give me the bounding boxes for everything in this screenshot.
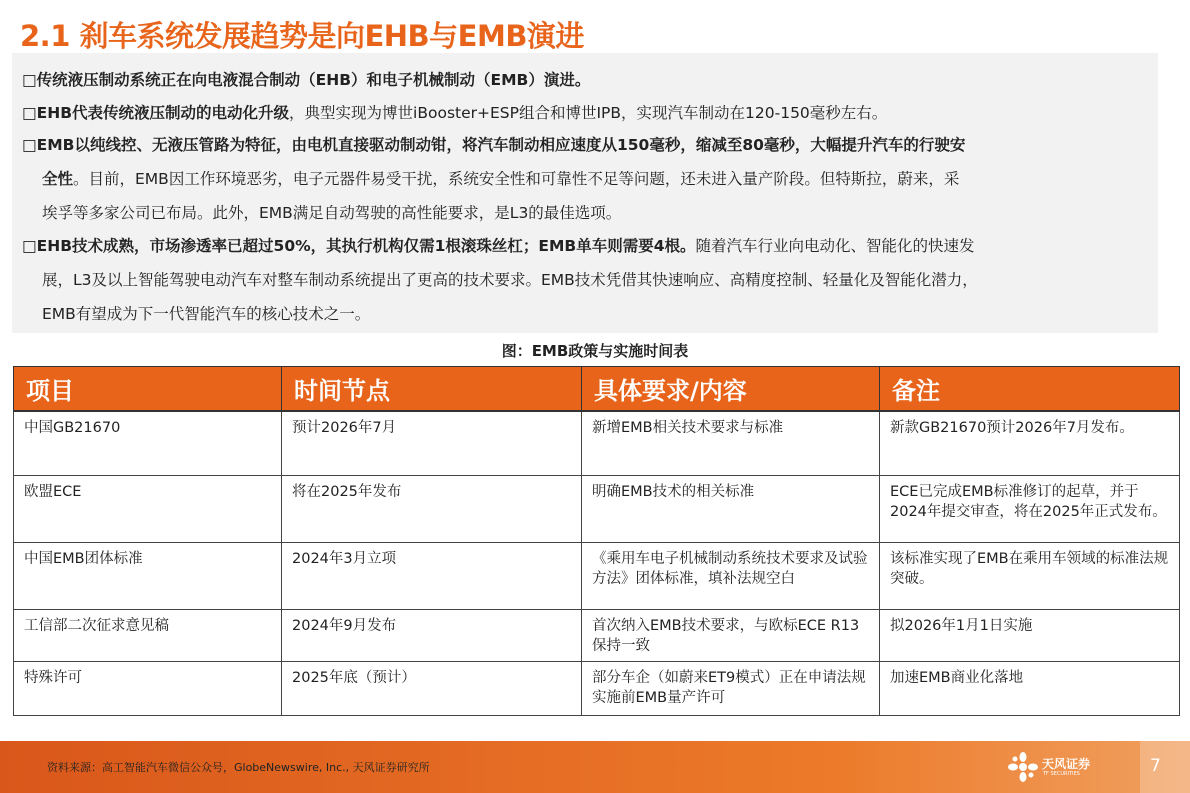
checkbox-square-icon: □ (22, 104, 37, 122)
summary-box (12, 53, 1158, 333)
source-note: 资料来源：高工智能汽车微信公众号，GlobeNewswire, Inc., 天风证券研究所 (47, 761, 430, 774)
cell-notes: 加速EMB商业化落地 (880, 662, 1180, 716)
cell-item: 中国GB21670 (14, 411, 282, 476)
checkbox-square-icon: □ (22, 237, 37, 255)
cell-requirements: 明确EMB技术的相关标准 (582, 476, 880, 543)
flower-logo-icon (1006, 751, 1040, 783)
table-header-row (14, 367, 1180, 411)
cell-time: 将在2025年发布 (282, 476, 582, 543)
page-number: 7 (1150, 756, 1161, 776)
logo-text: 天风证券 (1042, 757, 1091, 771)
bullet-1-text: 传统液压制动系统正在向电液混合制动（EHB）和电子机械制动（EMB）演进。 (36, 71, 591, 89)
table-row (14, 610, 1180, 662)
cell-item: 欧盟ECE (14, 476, 282, 543)
policy-timeline-table (13, 366, 1180, 716)
table-row (14, 662, 1180, 716)
checkbox-square-icon: □ (22, 136, 37, 154)
cell-time: 2025年底（预计） (282, 662, 582, 716)
cell-notes: 拟2026年1月1日实施 (880, 610, 1180, 662)
checkbox-square-icon: □ (22, 71, 37, 89)
header-requirements: 具体要求/内容 (582, 367, 880, 411)
figure-caption: 图：EMB政策与实施时间表 (501, 342, 689, 360)
page-title: 2.1 刹车系统发展趋势是向EHB与EMB演进 (20, 19, 584, 53)
bullet-2-bold: EHB代表传统液压制动的电动化升级 (36, 104, 290, 122)
bullet-1 (22, 65, 590, 95)
cell-requirements: 首次纳入EMB技术要求，与欧标ECE R13保持一致 (582, 610, 880, 662)
logo-subtext: TF SECURITIES (1043, 771, 1080, 777)
bullet-4-rest: 随着汽车行业向电动化、智能化的快速发 (695, 237, 975, 255)
bullet-3-line-3: 埃孚等多家公司已布局。此外，EMB满足自动驾驶的高性能要求，是L3的最佳选项。 (42, 204, 622, 222)
page-number-tab (1140, 741, 1190, 793)
header-time: 时间节点 (282, 367, 582, 411)
table-row (14, 476, 1180, 543)
bullet-3-bold-2: 全性 (42, 170, 74, 188)
bullet-2-rest: ，典型实现为博世iBooster+ESP组合和博世IPB，实现汽车制动在120-150毫秒左右。 (289, 104, 888, 122)
bullet-4-bold: EHB技术成熟，市场渗透率已超过50%，其执行机构仅需1根滚珠丝杠；EMB单车则需要4根。 (36, 237, 696, 255)
table-row (14, 543, 1180, 610)
footer-bar (0, 741, 1190, 793)
cell-notes: 新款GB21670预计2026年7月发布。 (880, 411, 1180, 476)
header-item: 项目 (14, 367, 282, 411)
cell-requirements: 新增EMB相关技术要求与标准 (582, 411, 880, 476)
table-row (14, 411, 1180, 476)
bullet-3-rest: 。目前，EMB因工作环境恶劣，电子元器件易受干扰，系统安全性和可靠性不足等问题，还未进入量产阶段。但特斯拉，蔚来，采 (73, 170, 960, 188)
bullet-4 (22, 231, 975, 261)
cell-item: 特殊许可 (14, 662, 282, 716)
cell-time: 2024年3月立项 (282, 543, 582, 610)
cell-item: 工信部二次征求意见稿 (14, 610, 282, 662)
bullet-4-line-3: EMB有望成为下一代智能汽车的核心技术之一。 (42, 305, 371, 323)
bullet-3-bold-1: EMB以纯线控、无液压管路为特征，由电机直接驱动制动钳，将汽车制动相应速度从150毫秒，缩减至80毫秒，大幅提升汽车的行驶安 (36, 136, 966, 154)
cell-time: 预计2026年7月 (282, 411, 582, 476)
cell-time: 2024年9月发布 (282, 610, 582, 662)
bullet-4-line-2: 展，L3及以上智能驾驶电动汽车对整车制动系统提出了更高的技术要求。EMB技术凭借其快速响应、高精度控制、轻量化及智能化潜力， (42, 271, 978, 289)
cell-item: 中国EMB团体标准 (14, 543, 282, 610)
header-notes: 备注 (880, 367, 1180, 411)
cell-notes: 该标准实现了EMB在乘用车领域的标准法规突破。 (880, 543, 1180, 610)
cell-requirements: 部分车企（如蔚来ET9模式）正在申请法规实施前EMB量产许可 (582, 662, 880, 716)
bullet-3-line-2 (42, 164, 959, 194)
tf-securities-logo (1006, 751, 1106, 783)
bullet-2 (22, 98, 887, 128)
bullet-3 (22, 130, 965, 160)
cell-requirements: 《乘用车电子机械制动系统技术要求及试验方法》团体标准，填补法规空白 (582, 543, 880, 610)
cell-notes: ECE已完成EMB标准修订的起草，并于2024年提交审查，将在2025年正式发布。 (880, 476, 1180, 543)
